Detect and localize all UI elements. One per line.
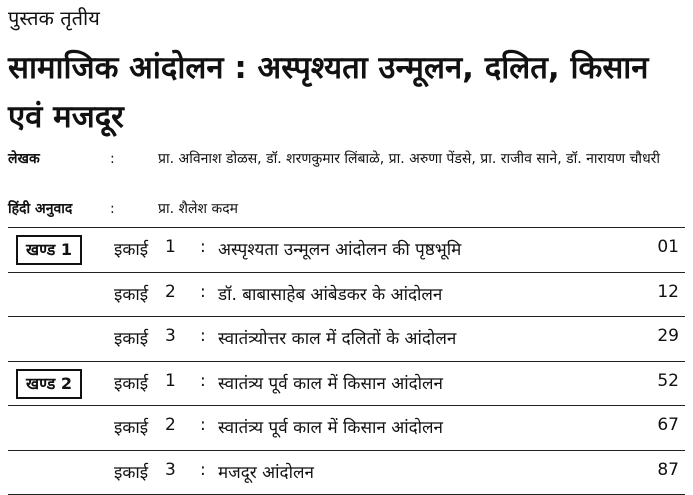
unit-word: इकाई: [114, 373, 149, 394]
unit-page-number: 01: [657, 237, 679, 257]
page-title: सामाजिक आंदोलन : अस्पृश्यता उन्मूलन, दलित, किसान एवं मजदूर: [8, 50, 649, 135]
unit-number: 3: [165, 459, 176, 480]
khand-badge: खण्ड 2: [16, 369, 82, 399]
unit-separator: :: [200, 237, 206, 257]
toc-row[interactable]: [8, 272, 685, 316]
unit-word: इकाई: [114, 418, 149, 438]
unit-page-number: 29: [657, 326, 679, 346]
unit-separator: :: [200, 281, 206, 302]
authors-label: लेखक: [8, 151, 40, 167]
unit-separator: :: [200, 326, 206, 346]
translation-colon: :: [110, 201, 115, 217]
toc-row[interactable]: [8, 227, 685, 271]
toc-row[interactable]: [8, 450, 685, 494]
toc-row[interactable]: [8, 316, 685, 360]
unit-number: 1: [165, 370, 176, 391]
unit-number: 1: [165, 237, 176, 257]
unit-title[interactable]: मजदूर आंदोलन: [218, 462, 314, 483]
unit-page-number: 67: [657, 415, 679, 435]
unit-separator: :: [200, 459, 206, 480]
toc-row[interactable]: [8, 361, 685, 405]
unit-title[interactable]: स्वातंत्र्य पूर्व काल में किसान आंदोलन: [218, 373, 443, 394]
unit-number: 3: [165, 326, 176, 346]
unit-page-number: 87: [657, 459, 679, 480]
unit-title[interactable]: अस्पृश्यता उन्मूलन आंदोलन की पृष्ठभूमि: [218, 240, 462, 260]
book-label: पुस्तक तृतीय: [8, 6, 100, 30]
unit-word: इकाई: [114, 329, 149, 349]
toc-row[interactable]: [8, 405, 685, 449]
unit-separator: :: [200, 370, 206, 391]
unit-word: इकाई: [114, 462, 149, 483]
unit-number: 2: [165, 415, 176, 435]
unit-separator: :: [200, 415, 206, 435]
unit-number: 2: [165, 281, 176, 302]
unit-word: इकाई: [114, 284, 149, 305]
khand-badge: खण्ड 1: [16, 235, 82, 265]
unit-title[interactable]: स्वातंत्र्योत्तर काल में दलितों के आंदोलन: [218, 329, 457, 349]
unit-word: इकाई: [114, 240, 149, 260]
unit-page-number: 52: [657, 370, 679, 391]
unit-page-number: 12: [657, 281, 679, 302]
unit-title[interactable]: स्वातंत्र्य पूर्व काल में किसान आंदोलन: [218, 418, 443, 438]
translation-value: प्रा. शैलेश कदम: [158, 201, 239, 217]
translation-label: हिंदी अनुवाद: [8, 201, 73, 217]
authors-colon: :: [110, 151, 115, 167]
authors-value: प्रा. अविनाश डोळस, डॉ. शरणकुमार लिंबाळे, प्रा. अरुणा पेंडसे, प्रा. राजीव साने, डॉ. नारायण चौधरी: [158, 151, 661, 167]
unit-title[interactable]: डॉ. बाबासाहेब आंबेडकर के आंदोलन: [218, 284, 443, 305]
